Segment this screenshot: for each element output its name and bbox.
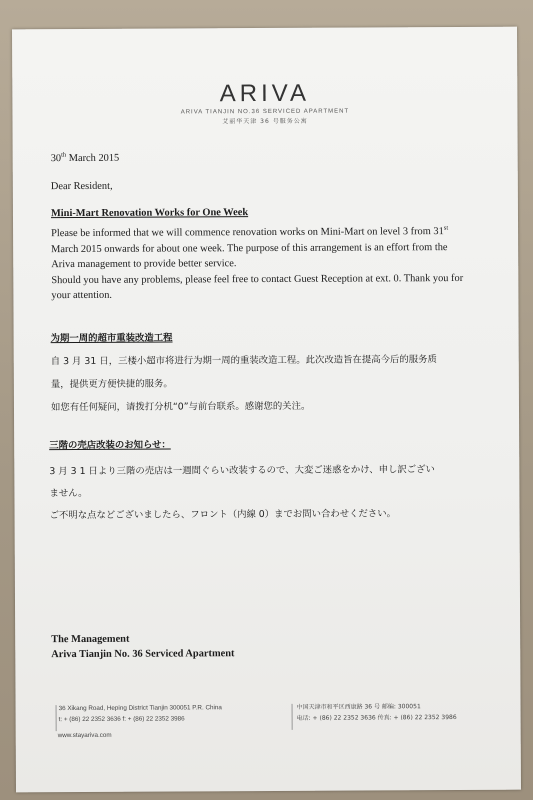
chinese-line-2: 量，提供更方便快捷的服务。 [50,378,173,391]
english-line-4: Should you have any problems, please feel free to contact Guest Reception at ext. 0. Thank you for [51,272,464,286]
chinese-heading: 为期一周的超市重装改造工程 [50,332,173,345]
japanese-line-1: 3 月 3 1 日より三階の売店は一週間ぐらい改装するので、大変ご迷惑をかけ、申し訳ござい [49,464,435,478]
english-line-5: your attention. [51,289,113,302]
english-paragraph [51,224,463,304]
japanese-line-2: ません。 [49,487,88,500]
japanese-line-3: ご不明な点などございましたら、フロント（内線 0）までお問い合わせください。 [49,508,397,522]
footer-phones-chinese: 电话: + (86) 22 2352 3636 传真: + (86) 22 2352 3986 [296,713,457,722]
footer-chinese [297,702,457,724]
english-line-1: Please be informed that we will commence renovation works on Mini-Mart on level 3 from 31st [51,224,449,240]
signature-block [51,631,234,662]
footer-address: 36 Xikang Road, Heping District Tianjin 300051 P.R. China [58,704,222,713]
english-heading: Mini-Mart Renovation Works for One Week [50,207,249,220]
footer-website: www.stayariva.com [57,731,112,740]
salutation: Dear Resident, [50,180,113,193]
japanese-paragraph [49,459,435,527]
brand-subtitle: ARIVA TIANJIN NO.36 SERVICED APARTMENT [180,108,350,116]
footer-divider-left [56,705,57,731]
signature-line-2: Ariva Tianjin No. 36 Serviced Apartment [51,648,235,661]
chinese-line-1: 自 3 月 31 日，三楼小超市将进行为期一周的重装改造工程。此次改造旨在提高今后的服务质 [50,354,437,368]
chinese-paragraph [51,348,437,419]
footer-divider-right [292,704,293,730]
letter-date: 30th March 2015 [50,151,120,165]
notice-letter [12,27,521,793]
brand-subtitle-chinese: 艾丽华天津 36 号服务公寓 [222,117,308,126]
footer-english [59,703,222,725]
japanese-heading: 三階の売店改装のお知らせ： [49,439,171,452]
chinese-line-3: 如您有任何疑问，请拨打分机“0”与前台联系。感谢您的关注。 [50,400,311,414]
brand-logo: ARIVA [219,79,311,108]
english-line-2: March 2015 onwards for about one week. The purpose of this arrangement is an effort from the [51,241,448,255]
english-line-3: Ariva management to provide better service. [51,258,237,271]
footer-address-chinese: 中国天津市和平区西康路 36 号 邮编: 300051 [296,703,421,711]
footer-phones: t: + (86) 22 2352 3636 f: + (86) 22 2352 3986 [58,714,185,723]
signature-line-1: The Management [51,633,130,646]
